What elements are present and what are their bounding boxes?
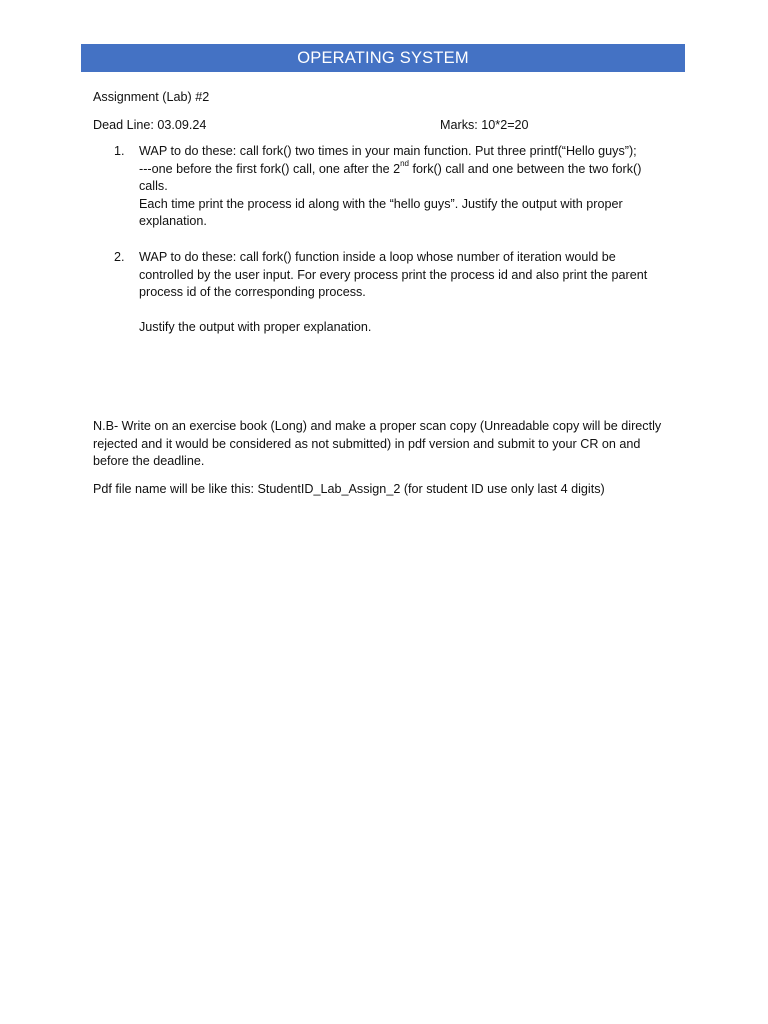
- marks-label: Marks: 10*2=20: [440, 118, 529, 132]
- pdf-name-instruction: Pdf file name will be like this: StudentID_Lab_Assign_2 (for student ID use only last 4 digits): [93, 482, 605, 496]
- list-item-number: 2.: [114, 250, 125, 264]
- list-item-number: 1.: [114, 144, 125, 158]
- item-2-line-4: Justify the output with proper explanation.: [139, 320, 372, 335]
- item-1-line-4: Each time print the process id along with the “hello guys”. Justify the output with proper: [139, 196, 623, 211]
- item-1-line-5: explanation.: [139, 214, 207, 229]
- item-2-line-3: process id of the corresponding process.: [139, 285, 366, 300]
- note-line-1: N.B- Write on an exercise book (Long) and make a proper scan copy (Unreadable copy will be directly: [93, 419, 662, 433]
- page-title: OPERATING SYSTEM: [297, 48, 469, 67]
- deadline-label: Dead Line: 03.09.24: [93, 118, 207, 132]
- item-1-line-1: WAP to do these: call fork() two times in your main function. Put three printf(“Hello guys”);: [139, 144, 637, 158]
- item-1-line-2-start: ---one before the first fork() call, one after the 2: [139, 161, 401, 176]
- note-paragraph: [93, 418, 693, 471]
- item-1-line-3: calls.: [139, 179, 168, 194]
- paragraph-gap: [139, 302, 684, 320]
- header-banner: [81, 44, 685, 72]
- item-1-line-2: [139, 161, 684, 179]
- list-item-body: [139, 249, 684, 337]
- item-1-line-2-end: fork() call and one between the two fork(): [409, 161, 642, 176]
- list-item-body: [139, 143, 684, 231]
- item-2-line-2: controlled by the user input. For every process print the process id and also print the parent: [139, 267, 648, 282]
- item-2-line-1: WAP to do these: call fork() function inside a loop whose number of iteration would be: [139, 250, 616, 264]
- assignment-label: Assignment (Lab) #2: [93, 90, 210, 104]
- note-line-2: rejected and it would be considered as not submitted) in pdf version and submit to your CR on and: [93, 436, 641, 451]
- ordinal-suffix: nd: [400, 159, 409, 169]
- note-line-3: before the deadline.: [93, 454, 205, 469]
